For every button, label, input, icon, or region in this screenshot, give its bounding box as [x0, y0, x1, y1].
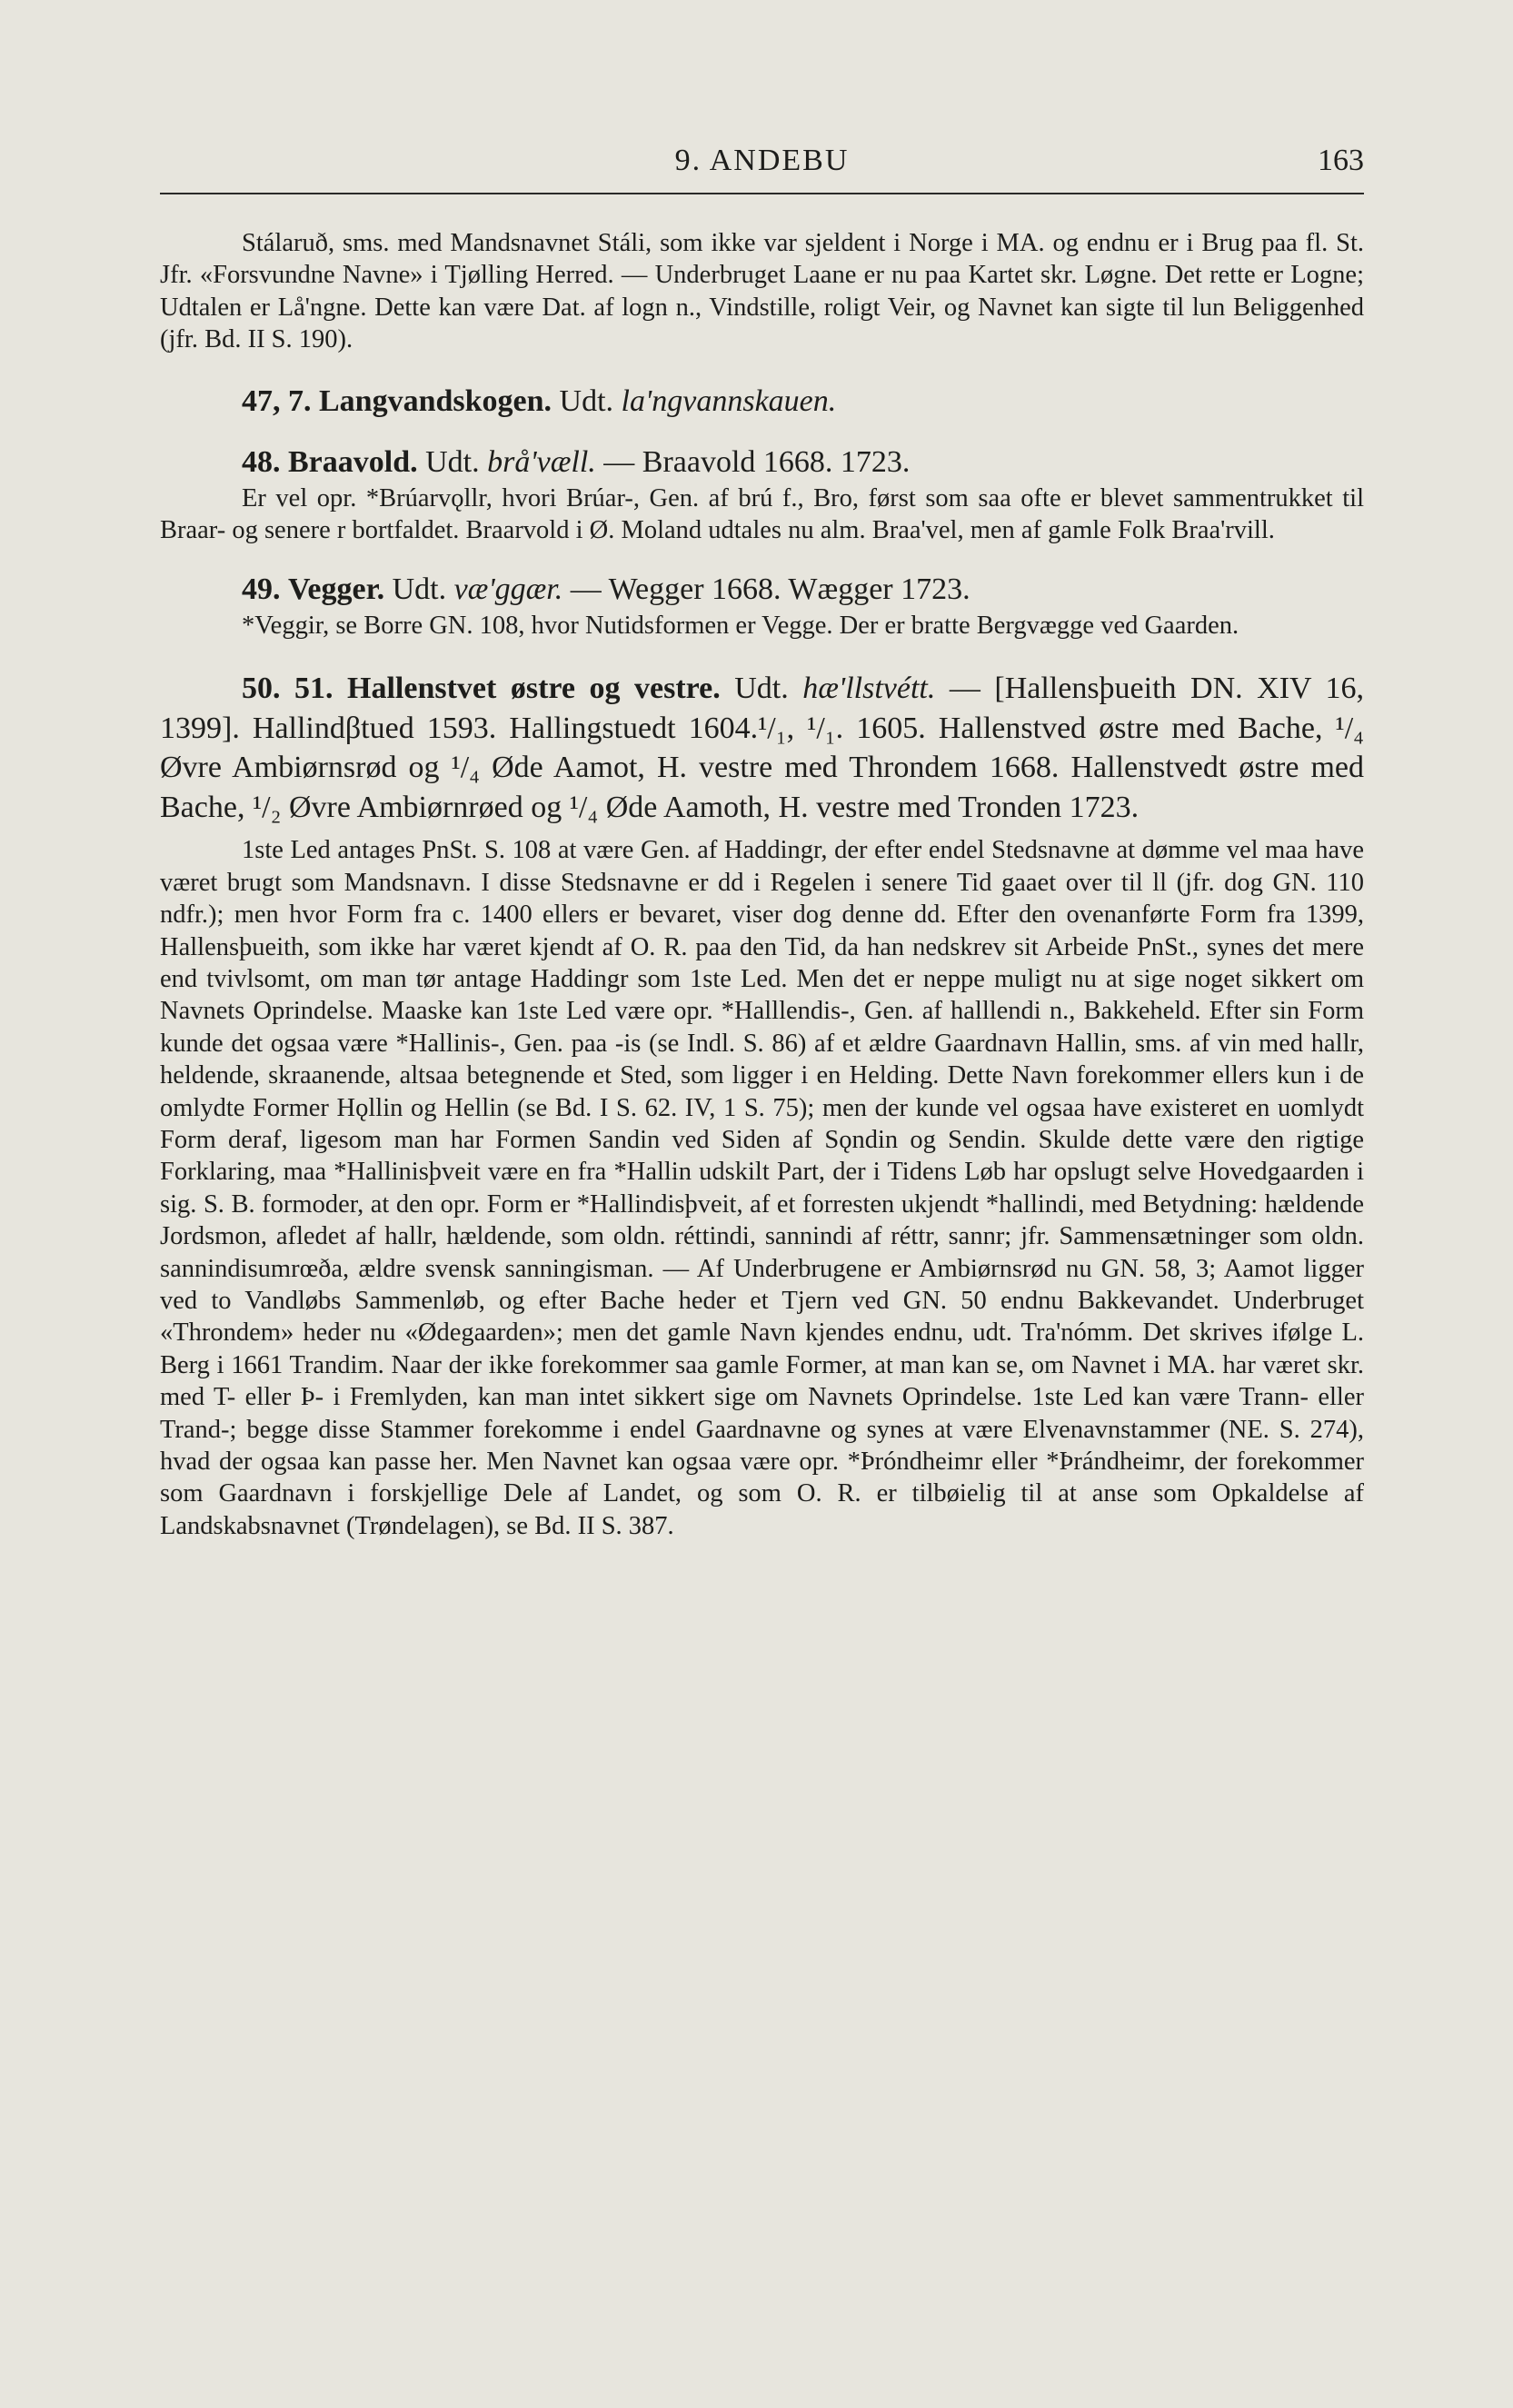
running-title: 9. ANDEBU — [674, 144, 850, 177]
entry-48-number: 48. — [242, 445, 281, 480]
entry-47-name: Langvandskogen. — [319, 383, 552, 418]
entry-49-name: Vegger. — [288, 572, 385, 607]
entry-47-heading — [160, 382, 1364, 422]
page-content — [160, 227, 1364, 1542]
entry-49-udt: Udt. — [392, 572, 447, 607]
entry-48-forms: — Braavold 1668. 1723. — [603, 445, 911, 480]
entry-50-number: 50. 51. — [242, 672, 333, 706]
entry-48-name: Braavold. — [288, 445, 418, 480]
intro-paragraph: Stálaruð, sms. med Mandsnavnet Stáli, som ikke var sjeldent i Norge i MA. og endnu er i Brug paa fl. St. Jfr. «Forsvundne Navne» i Tjølling Herred. — Underbruget Laane er nu paa Kartet skr. Løgne. Det rette er Logne; Udtalen er Lå'ngne. Dette kan være Dat. af logn n., Vindstille, roligt Veir, og Navnet kan sigte til lun Beliggenhed (jfr. Bd. II S. 190). — [160, 229, 1364, 354]
page-number: 163 — [1318, 144, 1364, 177]
entry-47-udt: Udt. — [559, 383, 614, 418]
entry-48-udt: Udt. — [425, 445, 480, 480]
entry-49-heading — [160, 570, 1364, 610]
entry-48-pronunciation: brå'væll. — [487, 445, 596, 480]
entry-48-heading — [160, 443, 1364, 483]
entry-49-text: *Veggir, se Borre GN. 108, hvor Nutidsformen er Vegge. Der er bratte Bergvægge ved Gaarden. — [242, 611, 1239, 640]
entry-49-number: 49. — [242, 572, 281, 607]
header-rule — [160, 193, 1364, 194]
entry-47-pronunciation: la'ngvannskauen. — [621, 383, 837, 418]
entry-50-heading — [160, 669, 1364, 827]
entry-49-forms: — Wegger 1668. Wægger 1723. — [570, 572, 971, 607]
entry-50-pronunciation: hæ'llstvétt. — [802, 672, 936, 706]
entry-50-text: 1ste Led antages PnSt. S. 108 at være Gen. af Haddingr, der efter endel Stedsnavne at dømme vel maa have været brugt som Mandsnavn. I disse Stedsnavne er dd i Regelen i senere Tid gaaet over til ll (jfr. dog GN. 110 ndfr.); men hvor Form fra c. 1400 ellers er bevaret, viser dog denne dd. Efter den ovenanførte Form fra 1399, Hallensþueith, som ikke har været kjendt af O. R. paa den Tid, da han nedskrev sit Arbeide PnSt., synes det mere end tvivlsomt, om man tør antage Haddingr som 1ste Led. Men det er neppe muligt nu at sige noget sikkert om Navnets Oprindelse. Maaske kan 1ste Led være opr. *Halllendis-, Gen. af halllendi n., Bakkeheld. Efter sin Form kunde det ogsaa være *Hallinis-, Gen. paa -is (se Indl. S. 86) af et ældre Gaardnavn Hallin, sms. af vin med hallr, heldende, skraanende, altsaa betegnende et Sted, som ligger i en Helding. Dette Navn forekommer ellers kun i de omlydte Former Hǫllin og Hellin (se Bd. I S. 62. IV, 1 S. 75); men der kunde vel ogsaa have existeret en uomlydt Form deraf, ligesom man har Formen Sandin ved Siden af Sǫndin og Sendin. Skulde dette være den rigtige Forklaring, maa *Hallinisþveit være en fra *Hallin udskilt Part, der i Tidens Løb har opslugt selve Hovedgaarden i sig. S. B. formoder, at den opr. Form er *Hallindisþveit, af et forresten ukjendt *hallindi, med Betydning: hældende Jordsmon, afledet af hallr, hældende, som oldn. réttindi, sannindi af réttr, sannr; jfr. Sammensætninger som oldn. sannindisumrœða, ældre svensk sanningisman. — Af Underbrugene er Ambiørnsrød nu GN. 58, 3; Aamot ligger ved to Vandløbs Sammenløb, og efter Bache heder et Tjern ved GN. 50 endnu Bakkevandet. Underbruget «Throndem» heder nu «Ødegaarden»; men det gamle Navn kjendes endnu, udt. Tra'nómm. Det skrives ifølge L. Berg i 1661 Trandim. Naar der ikke forekommer saa gamle Former, at man kan se, om Navnet i MA. har været skr. med T- eller Þ- i Fremlyden, kan man intet sikkert sige om Navnets Oprindelse. 1ste Led kan være Trann- eller Trand-; begge disse Stammer forekomme i endel Gaardnavne og synes at være Elvenavnstammer (NE. S. 274), hvad der ogsaa kan passe her. Men Navnet kan ogsaa være opr. *Þróndheimr eller *Þrándheimr, der forekommer som Gaardnavn i forskjellige Dele af Landet, og som O. R. er tilbøielig til at anse som Opkaldelse af Landskabsnavnet (Trøndelagen), se Bd. II S. 387. — [160, 836, 1364, 1540]
page-header — [160, 144, 1364, 189]
entry-48-text: Er vel opr. *Brúarvǫllr, hvori Brúar-, Gen. af brú f., Bro, først som saa ofte er blevet sammentrukket til Braar- og senere r bortfaldet. Braarvold i Ø. Moland udtales nu alm. Braa'vel, men af gamle Folk Braa'rvill. — [160, 483, 1364, 545]
entry-49-pronunciation: væ'ggær. — [453, 572, 563, 607]
entry-47-number: 47, 7. — [242, 383, 312, 418]
entry-50-name: Hallenstvet østre og vestre. — [347, 672, 721, 706]
entry-50-forms: — [Hallensþueith DN. XIV 16, 1399]. Hallindβtued 1593. Hallingstuedt 1604.¹/₁, ¹/₁. 1605. Hallenstved østre med Bache, ¹/₄ Øvre Ambiørnsrød og ¹/₄ Øde Aamot, H. vestre med Throndem 1668. Hallenstvedt østre med Bache, ¹/₂ Øvre Ambiørnrøed og ¹/₄ Øde Aamoth, H. vestre med Tronden 1723. — [160, 672, 1365, 824]
entry-50-udt: Udt. — [734, 672, 789, 706]
